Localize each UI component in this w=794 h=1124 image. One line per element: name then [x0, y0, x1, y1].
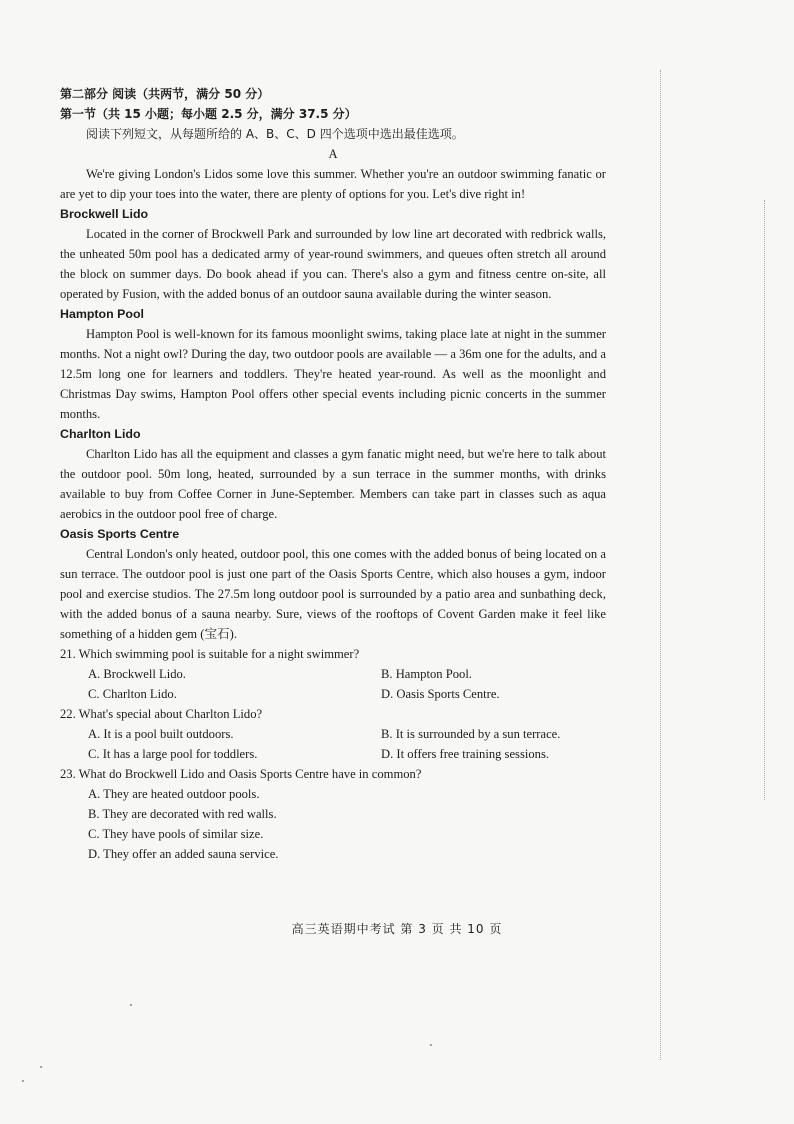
option-a: A. Brockwell Lido. [88, 667, 186, 681]
lido-text-hampton: Hampton Pool is well-known for its famous moonlight swims, taking place late at night in the summer months. Not a night owl? During the day, two outdoor pools are available — a 36m one for the adults, and a 12.5m long one for learners and toddlers. They're heated year-round. As well as the moonlight and Christmas Day swims, Hampton Pool offers other special events including picnic concerts in the summer months. [60, 327, 606, 421]
scan-edge-line [660, 70, 662, 1060]
option-d: D. They offer an added sauna service. [88, 847, 279, 861]
option-row [60, 724, 606, 744]
lido-text-charlton: Charlton Lido has all the equipment and classes a gym fanatic might need, but we're here to talk about the outdoor pool. 50m long, heated, surrounded by a sun terrace in the summer months, with drinks available to buy from Coffee Corner in June-September. Members can take part in classes such as aqua aerobics in the outdoor pool free of charge. [60, 447, 606, 521]
reading-section [60, 84, 606, 864]
option-b: B. It is surrounded by a sun terrace. [381, 727, 561, 741]
lido-title-oasis: Oasis Sports Centre [60, 527, 180, 541]
question-stem: 22. What's special about Charlton Lido? [60, 707, 263, 721]
instruction-text: 阅读下列短文，从每题所给的 A、B、C、D 四个选项中选出最佳选项。 [86, 127, 464, 141]
lido-title-brockwell: Brockwell Lido [60, 207, 149, 221]
option-b: B. They are decorated with red walls. [88, 807, 277, 821]
scan-speck [22, 1080, 24, 1082]
passage-intro: We're giving London's Lidos some love this summer. Whether you're an outdoor swimming fanatic or are yet to dip your toes into the water, there are plenty of options for you. Let's dive right in! [60, 167, 606, 201]
scan-edge-line [764, 200, 766, 800]
part-heading: 第二部分 阅读（共两节，满分 50 分） [60, 87, 270, 101]
section-heading: 第一节（共 15 小题；每小题 2.5 分，满分 37.5 分） [60, 107, 357, 121]
passage-label: A [328, 147, 338, 161]
lido-title-hampton: Hampton Pool [60, 307, 144, 321]
scan-speck [130, 1004, 132, 1006]
page-footer: 高三英语期中考试 第 3 页 共 10 页 [291, 922, 503, 936]
option-row [60, 744, 606, 764]
question-stem: 21. Which swimming pool is suitable for a night swimmer? [60, 647, 360, 661]
question-stem: 23. What do Brockwell Lido and Oasis Sports Centre have in common? [60, 767, 422, 781]
lido-text-brockwell: Located in the corner of Brockwell Park and surrounded by low line art decorated with redbrick walls, the unheated 50m pool has a dedicated army of year-round swimmers, and queues often stretch all around the block on summer days. Do book ahead if you can. There's also a gym and fitness centre on-site, all operated by Fusion, with the added bonus of an outdoor sauna available during the winter season. [60, 227, 606, 301]
option-a: A. It is a pool built outdoors. [88, 727, 234, 741]
option-c: C. They have pools of similar size. [88, 827, 264, 841]
option-d: D. Oasis Sports Centre. [381, 687, 500, 701]
option-d: D. It offers free training sessions. [381, 747, 549, 761]
lido-text-oasis: Central London's only heated, outdoor pool, this one comes with the added bonus of being located on a sun terrace. The outdoor pool is just one part of the Oasis Sports Centre, which also houses a gym, indoor pool and exercise studios. The 27.5m long outdoor pool is surrounded by a patio area and sunbathing deck, with the added bonus of a sauna nearby. Sure, views of the rooftops of Covent Garden make it feel like something of a hidden gem (宝石). [60, 547, 606, 641]
option-b: B. Hampton Pool. [381, 667, 472, 681]
option-a: A. They are heated outdoor pools. [88, 787, 260, 801]
option-row [60, 664, 606, 684]
option-c: C. It has a large pool for toddlers. [88, 747, 258, 761]
scan-speck [40, 1066, 42, 1068]
scan-speck [430, 1044, 432, 1046]
option-row [60, 684, 606, 704]
option-c: C. Charlton Lido. [88, 687, 177, 701]
lido-title-charlton: Charlton Lido [60, 427, 141, 441]
